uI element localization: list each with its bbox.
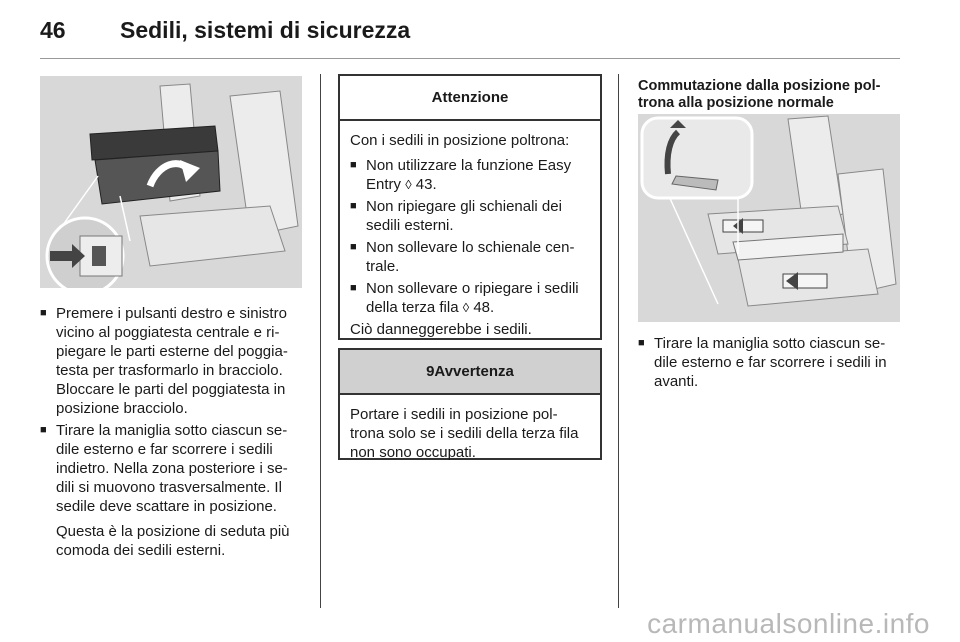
page-ref-icon: ◊ — [405, 177, 412, 192]
warning-box — [338, 348, 602, 460]
column-divider-2 — [618, 74, 619, 608]
warning-header — [340, 350, 600, 395]
header-rule — [40, 58, 900, 59]
bullet-text: Premere i pulsanti destro e sinistro vicino al poggiatesta centrale e ri- piegare le parti esterne del poggia- testa per trasformarlo in bracciolo. Bloccare le parti del poggiatesta in posizione bracciolo. — [56, 305, 288, 417]
attention-box — [338, 74, 602, 340]
attention-bullet-list — [350, 156, 592, 317]
column-divider-1 — [320, 74, 321, 608]
warning-triangle-icon: 9 — [426, 363, 435, 380]
list-item — [350, 279, 592, 317]
list-item — [638, 334, 904, 391]
bullet-icon: ■ — [350, 282, 357, 294]
right-bullet-list — [638, 334, 904, 391]
seat-armrest-illustration — [40, 76, 302, 288]
bullet-icon: ■ — [350, 159, 357, 171]
seat-slide-illustration — [638, 114, 900, 322]
page-ref-icon: ◊ — [462, 300, 470, 315]
bullet-text: Tirare la maniglia sotto ciascun se- dile esterno e far scorrere i sedili indietro. Nella zona posteriore i se- dili si muovono trasversalmente. Il sedile deve scattare in posizione. — [56, 422, 288, 515]
warning-text: Portare i sedili in posizione pol- trona solo se i sedili della terza fila non sono occupati. — [350, 406, 579, 461]
bullet-text: Tirare la maniglia sotto ciascun se- dile esterno e far scorrere i sedili in avanti. — [654, 335, 887, 390]
list-item — [40, 304, 304, 418]
list-item — [350, 156, 592, 194]
warning-body — [340, 395, 600, 476]
right-text-column — [638, 334, 904, 394]
page-number: 46 — [40, 16, 66, 43]
bullet-icon: ■ — [350, 200, 357, 212]
page-title: Sedili, sistemi di sicurezza — [120, 16, 411, 43]
attention-intro: Con i sedili in posizione poltrona: — [350, 132, 570, 149]
warning-title: Avvertenza — [434, 363, 514, 380]
seat-armrest-drawing — [40, 76, 302, 288]
bullet-icon: ■ — [40, 424, 47, 436]
left-text-column — [40, 304, 304, 560]
bullet-text: Non sollevare lo schienale cen- trale. — [366, 239, 575, 275]
left-bullet-list — [40, 304, 304, 516]
bullet-text: Non sollevare o ripiegare i sedili della terza fila — [366, 280, 579, 316]
seat-slide-drawing — [638, 114, 900, 322]
bullet-icon: ■ — [638, 337, 645, 349]
right-heading-block — [638, 78, 904, 112]
seating-note: Questa è la posizione di seduta più comoda dei sedili esterni. — [56, 523, 290, 559]
page-header — [40, 10, 410, 50]
attention-outro: Ciò danneggerebbe i sedili. — [350, 321, 532, 338]
page-ref[interactable]: 43. — [415, 176, 437, 193]
attention-title: Attenzione — [340, 76, 600, 121]
attention-body — [340, 121, 600, 353]
bullet-text: Non utilizzare la funzione Easy Entry — [366, 157, 572, 193]
bullet-icon: ■ — [350, 241, 357, 253]
list-item — [350, 197, 592, 235]
list-item — [40, 421, 304, 516]
section-heading: Commutazione dalla posizione pol- trona alla posizione normale — [638, 78, 881, 111]
page-ref[interactable]: 48. — [473, 299, 495, 316]
watermark: carmanualsonline.info — [647, 608, 930, 639]
list-item — [350, 238, 592, 276]
bullet-text: Non ripiegare gli schienali dei sedili esterni. — [366, 198, 562, 234]
bullet-icon: ■ — [40, 307, 47, 319]
